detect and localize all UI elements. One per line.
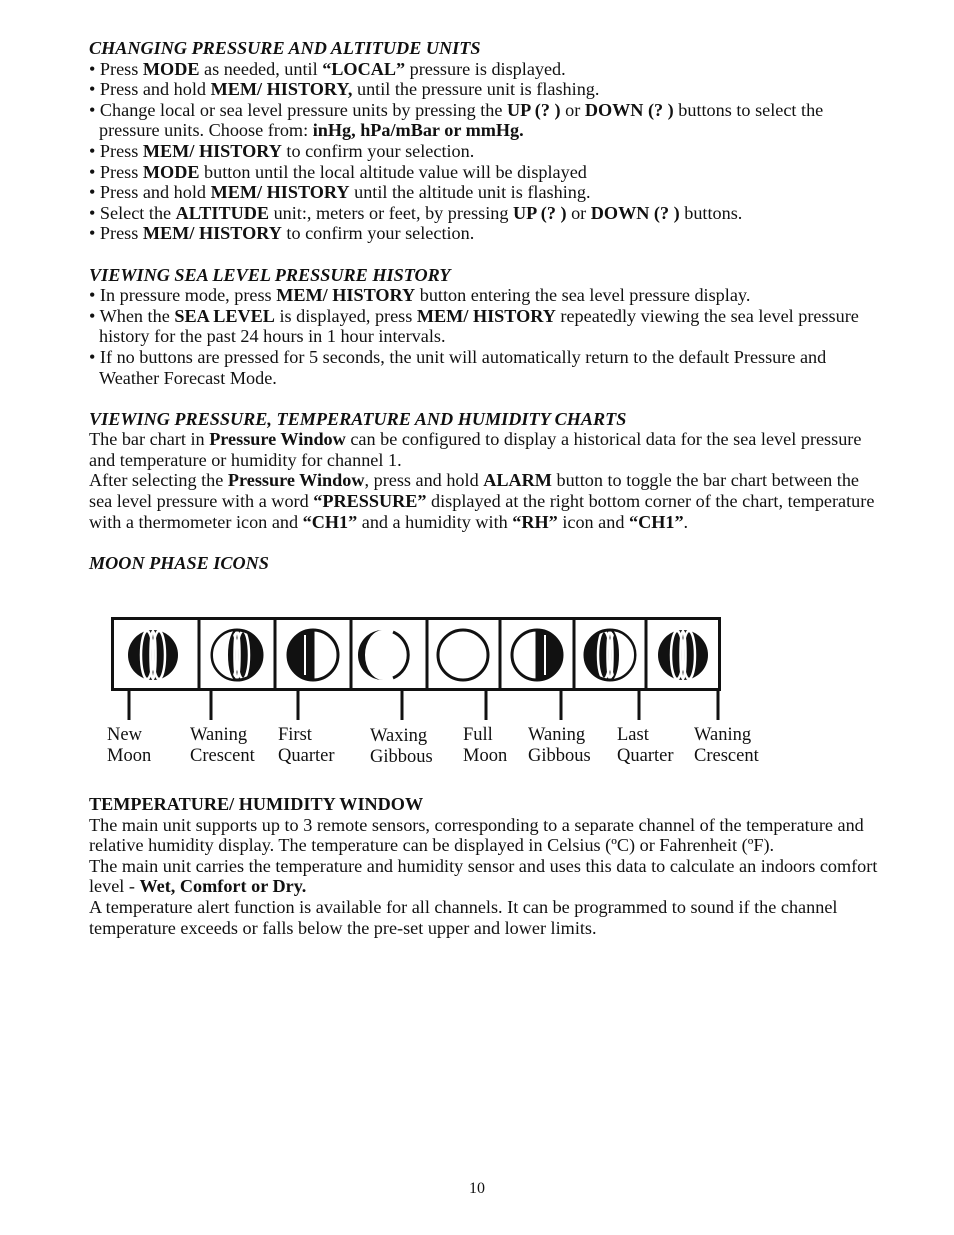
heading-pressure-units: CHANGING PRESSURE AND ALTITUDE UNITS [89, 38, 481, 58]
bullet-item: • Press and hold MEM/ HISTORY, until the pressure unit is flashing. [89, 79, 600, 100]
paragraph: After selecting the Pressure Window, press and hold ALARM button to toggle the bar chart between the sea level pressure with a word “PRESSURE” displayed at the right bottom corner of the chart, temperature with a thermometer icon and “CH1” and a humidity with “RH” icon and “CH1”. [89, 470, 875, 532]
bullet-item: • In pressure mode, press MEM/ HISTORY button entering the sea level pressure display. [89, 285, 751, 306]
moon-label-line1: Waning [190, 725, 248, 745]
bullet-item: • Press and hold MEM/ HISTORY until the altitude unit is flashing. [89, 182, 591, 203]
moon-phase-label [694, 725, 759, 767]
paragraph: The main unit supports up to 3 remote sensors, corresponding to a separate channel of the temperature and relative humidity display. The temperature can be displayed in Celsius (ºC) or Fahrenheit (ºF). [89, 814, 864, 856]
bullet-item: • Select the ALTITUDE unit:, meters or feet, by pressing UP (? ) or DOWN (? ) buttons. [89, 202, 743, 223]
paragraph: The bar chart in Pressure Window can be configured to display a historical data for the sea level pressure and temperature or humidity for channel 1. [89, 429, 862, 470]
bullet-item: • If no buttons are pressed for 5 seconds, the unit will automatically return to the default Pressure and Weather Forecast Mode. [89, 346, 827, 388]
moon-label-line2: Quarter [278, 746, 335, 766]
heading-temp-humidity: TEMPERATURE/ HUMIDITY WINDOW [89, 794, 424, 814]
temp-humidity-section [89, 794, 879, 938]
bullet-item: • Press MODE button until the local altitude value will be displayed [89, 161, 587, 182]
moon-label-line1: Waning [694, 725, 752, 745]
moon-label-line1: Waning [528, 725, 586, 745]
moon-label-line2: Quarter [617, 746, 674, 766]
moon-phase-label [463, 725, 507, 767]
moon-label-line2: Moon [107, 746, 152, 766]
paragraph: A temperature alert function is available for all channels. It can be programmed to sound if the channel temperature exceeds or falls below the pre-set upper and lower limits. [89, 896, 838, 938]
moon-phase-label [617, 725, 674, 767]
paragraph: The main unit carries the temperature and humidity sensor and uses this data to calculate an indoors comfort level - Wet, Comfort or Dry. [89, 855, 878, 897]
heading-moon-phase: MOON PHASE ICONS [89, 552, 269, 573]
heading-charts: VIEWING PRESSURE, TEMPERATURE AND HUMIDITY CHARTS [89, 408, 627, 429]
moon-phase-label [107, 725, 151, 767]
bullet-item: • Press MEM/ HISTORY to confirm your selection. [89, 223, 475, 244]
bullet-item: • Press MEM/ HISTORY to confirm your selection. [89, 140, 475, 161]
moon-label-line1: New [107, 725, 142, 745]
bullet-item: • Change local or sea level pressure units by pressing the UP (? ) or DOWN (? ) buttons to select the pressure units. Choose from: inHg, hPa/mBar or mmHg. [89, 99, 824, 141]
moon-label-line1: Waxing [370, 726, 428, 746]
moon-label-line1: Full [463, 725, 493, 745]
bullet-item: • Press MODE as needed, until “LOCAL” pressure is displayed. [89, 58, 566, 79]
moon-phase-label [528, 725, 591, 767]
heading-sea-level-history: VIEWING SEA LEVEL PRESSURE HISTORY [89, 264, 451, 285]
moon-phase-label [278, 725, 335, 767]
page-number: 10 [469, 1180, 485, 1197]
temp-humidity-paragraphs [89, 815, 879, 939]
moon-phase-label [190, 725, 255, 767]
moon-label-line2: Moon [463, 746, 508, 766]
moon-label-line2: Gibbous [370, 747, 433, 767]
moon-label-line1: Last [617, 725, 649, 745]
moon-label-line2: Crescent [190, 746, 255, 766]
moon-label-line1: First [278, 725, 312, 745]
moon-label-line2: Gibbous [528, 746, 591, 766]
moon-phase-label [370, 726, 433, 768]
bullet-item: • When the SEA LEVEL is displayed, press MEM/ HISTORY repeatedly viewing the sea level pressure history for the past 24 hours in 1 hour intervals. [89, 305, 859, 347]
moon-label-line2: Crescent [694, 746, 759, 766]
